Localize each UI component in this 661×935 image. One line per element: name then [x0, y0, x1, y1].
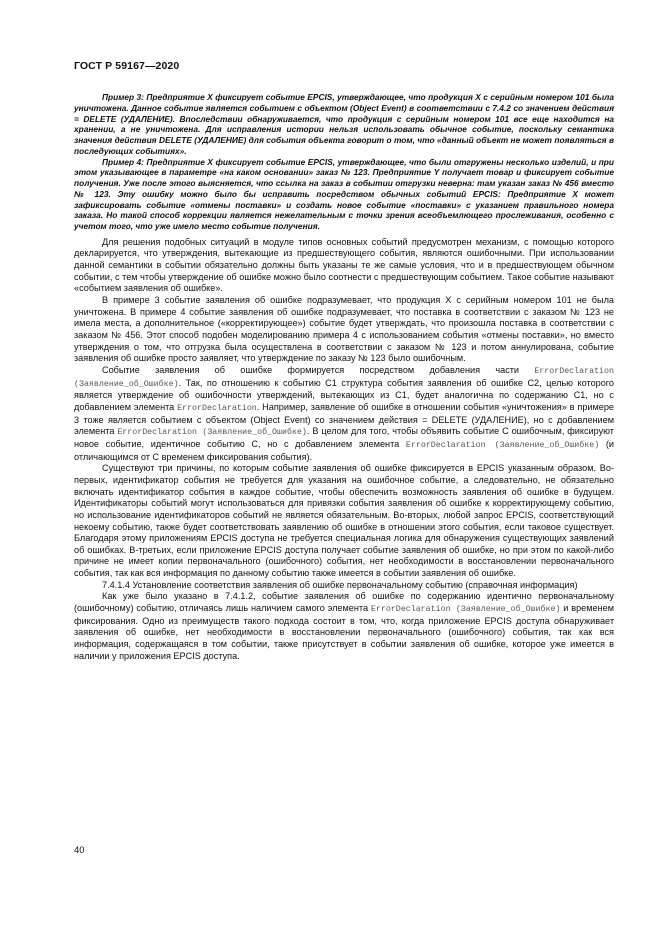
paragraph-error-mechanism: Для решения подобных ситуаций в модуле типов основных событий предусмотрен механизм, с помощью которого декларируется, что утверждения, вытекающие из предшествующего события, являются ошибочными. При использовании данной семантики в событии обязательно должны быть указаны те же самые условия, что и в предшествующем обычном событии, с тем чтобы утверждение об ошибке можно было соотнести с предшествующим событием. Такое событие называют «событием заявления об ошибке». [74, 236, 614, 294]
text-run: . В целом для того, чтобы объявить событие C ошибочным, фиксируют новое событие, идентичное событию C, но с добавлением элемента [74, 426, 614, 449]
text-run: (и отличающимся от C временем фиксирования события). [74, 438, 615, 462]
text-run: Событие заявления об ошибке формируется посредством добавления части [102, 364, 535, 375]
code-error-declaration: ErrorDeclaration (Заявление_об_Ошибке) [370, 605, 561, 615]
code-error-declaration: ErrorDeclaration (Заявление_об_Ошибке) [117, 428, 307, 438]
document-body [74, 92, 614, 662]
text-run: Как уже было указано в 7.4.1.2, событие заявления об ошибке по содержанию идентично первоначальному (ошибочному) событию, отличаясь лишь наличием самого элемента [74, 591, 614, 614]
text-run: . Например, заявление об ошибке в отношении события «уничтожения» в примере 3 тоже является событием с объектом (Object Event) со значением действия = DELETE (УДАЛЕНИЕ), но с добавлением элемента [74, 401, 614, 437]
page-number: 40 [74, 845, 85, 856]
code-error-declaration: ErrorDeclaration (Заявление_об_Ошибке) [405, 440, 600, 450]
paragraph-example-interpretation: В примере 3 событие заявления об ошибке подразумевает, что продукция X с серийным номером 101 не была уничтожена. В примере 4 событие заявления об ошибке подразумевает, что поставка в соответствии с заказом № 123 не имела места, а дополнительное («корректирующее») событие будет утверждать, что произошла поставка в соответствии с заказом № 456. Этот способ подобен моделированию примера 4 с использованием события «отмены поставки», но вместо утверждения о том, что отгрузка была осуществлена в соответствии с заказом № 123 и потом аннулирована, событие заявления об ошибке просто заявляет, что утверждение по заказу № 123 было ошибочным. [74, 295, 614, 364]
code-error-declaration: ErrorDeclaration [177, 403, 257, 413]
text-run: и временем фиксирования. Одно из преимуществ такого подхода состоит в том, что, когда приложение EPCIS доступа обнаруживает заявления об ошибке, нет необходимости в восстановлении первоначального (ошибочного) события, так как вся информация, содержащаяся в том событии, также присутствует в событии заявления об ошибке, которое уже имеется в наличии у приложения EPCIS доступа. [74, 603, 614, 661]
paragraph-matching-original-event [74, 591, 614, 662]
code-error-declaration: ErrorDeclaration (Заявление_об_Ошибке) [74, 366, 614, 389]
section-heading-7-4-1-4: 7.4.1.4 Установление соответствия заявления об ошибке первоначальному событию (справочная информация) [102, 579, 578, 590]
paragraph-error-declaration-structure [74, 365, 614, 463]
text-run: . Так, по отношению к событию C1 структура события заявления об ошибке C2, целью которого является утверждение об ошибочности утверждений, вытекающих из C1, будет аналогична по содержанию C1, но с добавлением элемента [74, 377, 614, 412]
paragraph-three-reasons: Существуют три причины, по которым событие заявления об ошибке фиксируется в EPCIS указанным образом. Во-первых, идентификатор события не требуется для указания на ошибочное событие, а следовательно, не обязательно включать идентификатор события в каждое событие, чтобы обеспечить возможность заявления об ошибке в будущем. Идентификаторы событий могут использоваться для привязки события заявления об ошибке к корректирующему событию, но использование идентификаторов событий не является обязательным. Во-вторых, любой запрос EPCIS, соответствующий некоему событию, также будет соответствовать заявлению об ошибке в отношении этого события, если таковое существует. Благодаря этому приложениям EPCIS доступа не требуется специальная логика для обнаружения существующих заявлений об ошибках. В-третьих, если приложение EPCIS доступа получает событие заявления об ошибке, но при этом по какой-либо причине не имеет копии первоначального (ошибочного) события, нет необходимости в восстановлении первоначального события, так как вся информация по данному событию также имеется в событии заявления об ошибке. [74, 463, 614, 579]
document-header: ГОСТ Р 59167—2020 [74, 60, 180, 72]
example-4: Пример 4: Предприятие X фиксирует событие EPCIS, утверждающее, что были отгружены несколько изделий, и при этом указывающее в параметре «на каком основании» заказ № 123. Предприятие Y получает товар и фиксирует событие получения. Уже после этого выясняется, что ссылка на заказ в событии отгрузки неверна: там указан заказ № 456 вместо № 123. Эту ошибку можно было бы исправить посредством обычных событий EPCIS: Предприятие X может зафиксировать событие «отмены поставки» и создать новое событие «поставки» с указанием правильного номера заказа. Но такой способ коррекции является нежелательным с точки зрения всеобъемлющего прослеживания, особенно с учетом того, что уже имело место событие получения. [74, 156, 614, 231]
example-3: Пример 3: Предприятие X фиксирует событие EPCIS, утверждающее, что продукция X с серийным номером 101 была уничтожена. Данное событие является событием с объектом (Object Event) в соответствии с 7.4.2 со значением действия = DELETE (УДАЛЕНИЕ). Впоследствии обнаруживается, что продукция с серийным номером 101 все еще находится на хранении, а не уничтожена. Для исправления истории нельзя использовать обычное событие, поскольку семантика значения действия DELETE (УДАЛЕНИЕ) для события объекта говорит о том, что «данный объект не может появляться в последующих событиях». [74, 92, 614, 156]
